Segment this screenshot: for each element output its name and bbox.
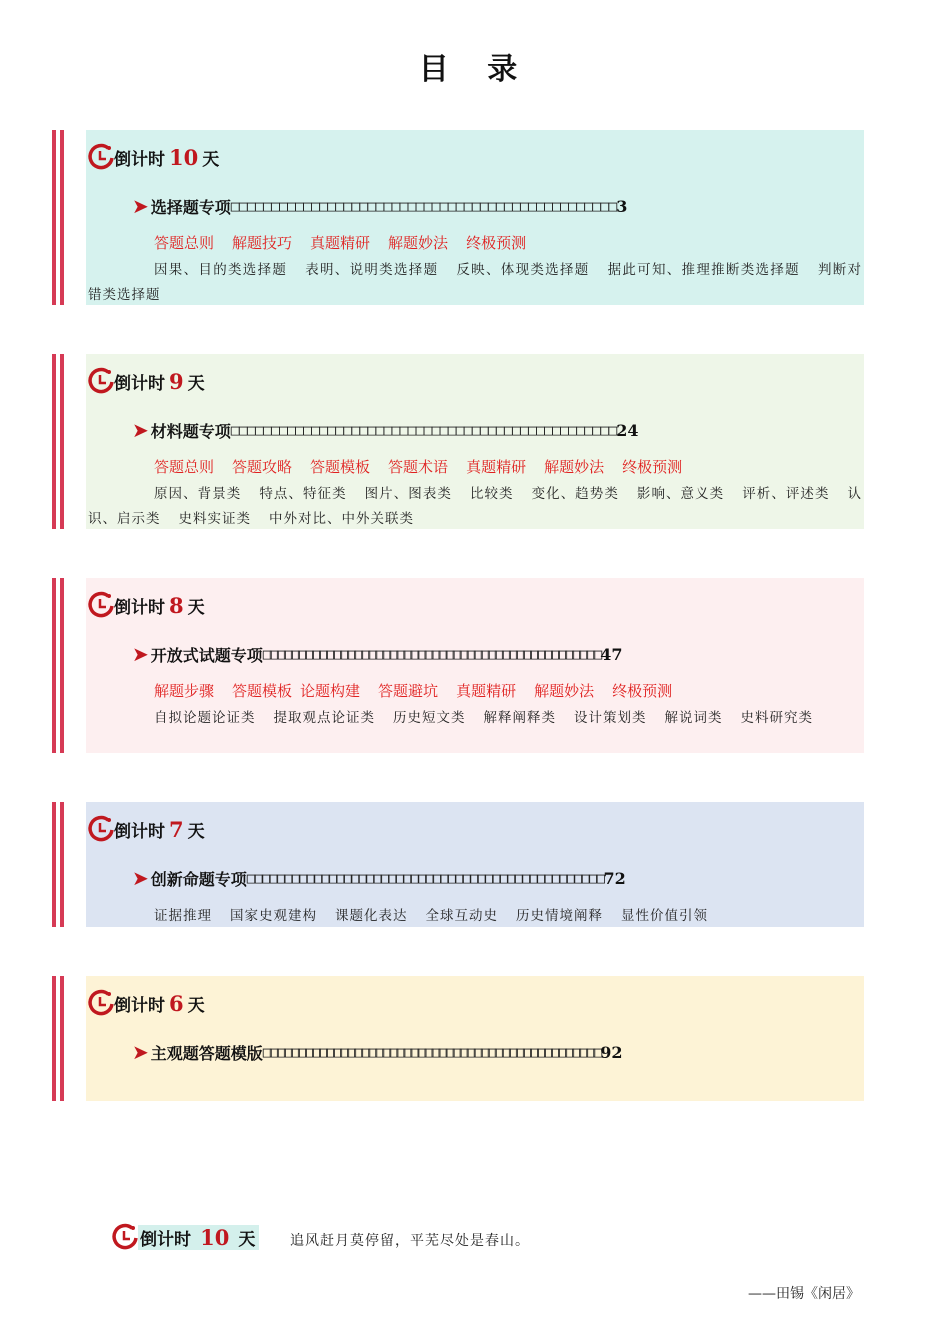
toc-section-day-6 <box>50 976 864 1101</box>
subtopic-item: 史料实证类 <box>178 511 251 527</box>
section-side-bars <box>50 976 64 1101</box>
subtopic-item: 自拟论题论证类 <box>154 710 256 726</box>
subtopic-item: 据此可知、推理推断类选择题 <box>607 262 800 278</box>
topic-item: 终极预测 <box>622 458 683 476</box>
toc-entry-heading: 材料题专项 <box>150 421 231 441</box>
topic-item: 答题攻略 <box>232 458 293 476</box>
subtopic-item: 课题化表达 <box>335 908 408 924</box>
topic-list <box>154 232 544 253</box>
countdown-days: 10 <box>200 1224 230 1250</box>
toc-section-day-10 <box>50 130 864 305</box>
toc-page-number: 3 <box>616 196 628 216</box>
countdown-label: 倒计时 <box>114 149 165 170</box>
subtopic-item: 全球互动史 <box>425 908 498 924</box>
clock-icon <box>86 366 116 396</box>
arrow-icon: ➤ <box>132 1040 149 1064</box>
toc-page-number: 47 <box>600 644 623 664</box>
toc-leader: □□□□□□□□□□□□□□□□□□□□□□□□□□□□□□□□□□□□□□□□□□□□□□□□ <box>246 869 604 887</box>
topic-item: 终极预测 <box>612 682 673 700</box>
toc-entry[interactable] <box>132 866 626 890</box>
subtopic-list <box>88 258 862 308</box>
subtopic-list <box>88 904 862 929</box>
subtopic-item: 变化、趋势类 <box>531 486 619 502</box>
subtopic-list <box>88 482 862 532</box>
toc-leader: □□□□□□□□□□□□□□□□□□□□□□□□□□□□□□□□□□□□□□□□□□□□□□□□ <box>230 197 617 215</box>
toc-entry-heading: 开放式试题专项 <box>150 645 263 665</box>
section-side-bars <box>50 802 64 927</box>
subtopic-item: 史料研究类 <box>740 710 813 726</box>
toc-entry[interactable] <box>132 642 623 666</box>
arrow-icon: ➤ <box>132 866 149 890</box>
toc-page-number: 92 <box>600 1042 623 1062</box>
arrow-icon: ➤ <box>132 642 149 666</box>
countdown-label: 倒计时 <box>114 821 165 842</box>
topic-item: 论题构建 <box>300 682 361 700</box>
clock-icon <box>86 988 116 1018</box>
subtopic-item: 表明、说明类选择题 <box>305 262 439 278</box>
toc-section-day-8 <box>50 578 864 753</box>
toc-entry[interactable] <box>132 1040 623 1064</box>
clock-icon <box>110 1222 140 1252</box>
topic-item: 真题精研 <box>466 458 527 476</box>
clock-icon <box>86 590 116 620</box>
subtopic-item: 影响、意义类 <box>636 486 725 502</box>
footer-quote: 追风赶月莫停留，平芜尽处是春山。 <box>290 1233 530 1249</box>
toc-page-number: 24 <box>616 420 639 440</box>
subtopic-item: 评析、评述类 <box>742 486 830 502</box>
toc-leader: □□□□□□□□□□□□□□□□□□□□□□□□□□□□□□□□□□□□□□□□□□□□□□□□ <box>230 421 617 439</box>
topic-item: 答题避坑 <box>378 682 439 700</box>
countdown-unit: 天 <box>202 149 220 170</box>
topic-item: 真题精研 <box>456 682 517 700</box>
countdown-label: 倒计时 <box>114 597 165 618</box>
subtopic-item: 证据推理 <box>154 908 212 924</box>
topic-item: 解题妙法 <box>534 682 595 700</box>
subtopic-item: 解释阐释类 <box>483 710 556 726</box>
topic-item: 终极预测 <box>466 234 527 252</box>
section-side-bars <box>50 130 64 305</box>
subtopic-item: 中外对比、中外关联类 <box>269 511 414 527</box>
toc-entry[interactable] <box>132 418 639 442</box>
subtopic-item: 图片、图表类 <box>364 486 452 502</box>
section-side-bars <box>50 354 64 529</box>
subtopic-item: 原因、背景类 <box>154 486 242 502</box>
countdown-badge <box>86 142 219 172</box>
countdown-badge <box>86 590 205 620</box>
page-title: 目 录 <box>418 52 532 87</box>
arrow-icon: ➤ <box>132 194 149 218</box>
toc-leader: □□□□□□□□□□□□□□□□□□□□□□□□□□□□□□□□□□□□□□□□□□□□□□□□ <box>262 1043 601 1061</box>
topic-list <box>154 680 690 701</box>
toc-entry-heading: 选择题专项 <box>150 197 231 217</box>
subtopic-item: 显性价值引领 <box>621 908 708 924</box>
section-side-bars <box>50 578 64 753</box>
toc-leader: □□□□□□□□□□□□□□□□□□□□□□□□□□□□□□□□□□□□□□□□□□□□□□□□ <box>262 645 601 663</box>
toc-entry[interactable] <box>132 194 627 218</box>
countdown-days: 7 <box>169 816 184 842</box>
subtopic-item: 历史短文类 <box>393 710 466 726</box>
countdown-unit: 天 <box>187 995 205 1016</box>
toc-page-number: 72 <box>603 868 626 888</box>
countdown-days: 10 <box>169 144 199 170</box>
countdown-label: 倒计时 <box>114 995 165 1016</box>
countdown-badge <box>86 366 205 396</box>
toc-section-day-7 <box>50 802 864 927</box>
topic-item: 解题步骤 <box>154 682 215 700</box>
footer-countdown-highlight <box>138 1225 259 1250</box>
subtopic-item: 提取观点论证类 <box>273 710 375 726</box>
topic-item: 解题妙法 <box>544 458 605 476</box>
subtopic-item: 历史情境阐释 <box>516 908 603 924</box>
topic-item: 真题精研 <box>310 234 371 252</box>
subtopic-item: 因果、目的类选择题 <box>154 262 288 278</box>
countdown-unit: 天 <box>187 597 205 618</box>
toc-entry-heading: 创新命题专项 <box>150 869 247 889</box>
subtopic-item: 反映、体现类选择题 <box>456 262 590 278</box>
subtopic-item: 认识、启示类 <box>88 486 863 527</box>
topic-item: 答题总则 <box>154 234 215 252</box>
subtopic-item: 设计策划类 <box>574 710 647 726</box>
topic-item: 解题技巧 <box>232 234 293 252</box>
topic-list <box>154 456 700 477</box>
toc-section-day-9 <box>50 354 864 529</box>
clock-icon <box>86 142 116 172</box>
footer-countdown-badge <box>110 1222 259 1252</box>
topic-item: 答题总则 <box>154 458 215 476</box>
countdown-days: 6 <box>169 990 184 1016</box>
subtopic-item: 特点、特征类 <box>259 486 347 502</box>
countdown-unit: 天 <box>238 1229 256 1250</box>
subtopic-item: 国家史观建构 <box>230 908 317 924</box>
countdown-badge <box>86 988 205 1018</box>
subtopic-item: 比较类 <box>469 486 514 502</box>
subtopic-list <box>88 706 862 731</box>
arrow-icon: ➤ <box>132 418 149 442</box>
clock-icon <box>86 814 116 844</box>
countdown-unit: 天 <box>187 821 205 842</box>
topic-item: 答题术语 <box>388 458 449 476</box>
toc-entry-heading: 主观题答题模版 <box>150 1043 263 1063</box>
countdown-unit: 天 <box>187 373 205 394</box>
countdown-days: 9 <box>169 368 184 394</box>
topic-item: 答题模板 <box>310 458 371 476</box>
subtopic-item: 解说词类 <box>664 710 723 726</box>
countdown-badge <box>86 814 205 844</box>
countdown-label: 倒计时 <box>140 1229 191 1250</box>
topic-item: 答题模板 <box>232 682 293 700</box>
countdown-days: 8 <box>169 592 184 618</box>
countdown-label: 倒计时 <box>114 373 165 394</box>
topic-item: 解题妙法 <box>388 234 449 252</box>
footer-attribution: ——田锡《闲居》 <box>748 1286 860 1302</box>
subtopic-item: 判断对错类选择题 <box>88 262 863 303</box>
